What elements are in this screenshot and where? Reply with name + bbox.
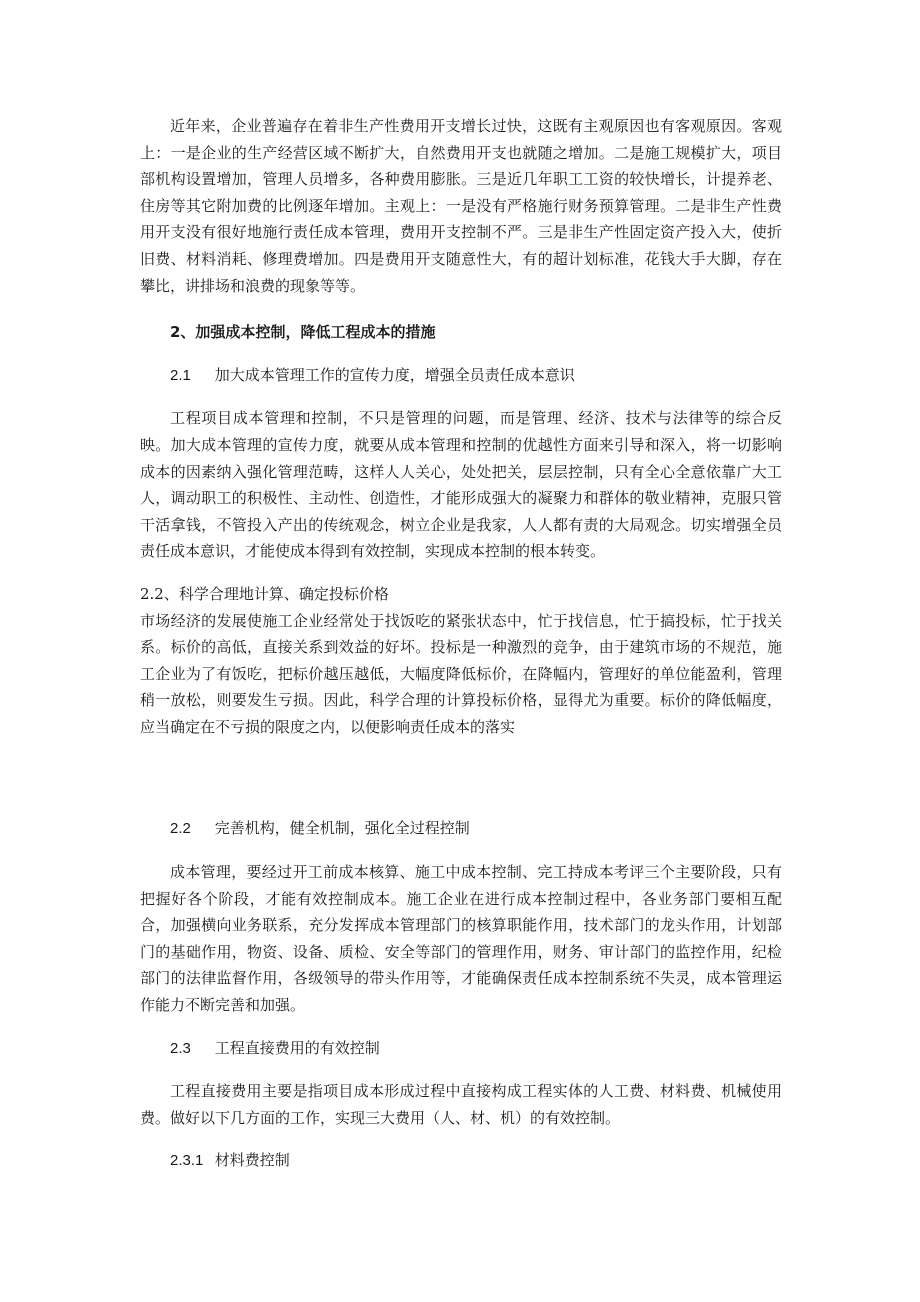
heading-section-2: 2、加强成本控制，降低工程成本的措施 xyxy=(170,323,436,342)
heading-section-2-3-1 xyxy=(140,1147,782,1175)
section-number: 2.2 xyxy=(170,820,191,838)
heading-section-2-2 xyxy=(140,815,782,843)
heading-section-2-2-bidding: 2.2、科学合理地计算、确定投标价格 xyxy=(140,584,389,603)
section-title: 完善机构，健全机制，强化全过程控制 xyxy=(214,819,470,838)
heading-section-2-3 xyxy=(140,1035,782,1063)
section-title: 材料费控制 xyxy=(214,1151,290,1170)
paragraph-bidding-price: 市场经济的发展使施工企业经常处于找饭吃的紧张状态中，忙于找信息，忙于搞投标，忙于找关系。标价的高低，直接关系到效益的好坏。投标是一种激烈的竞争，由于建筑市场的不规范，施工企业为了有饭吃，把标价越压越低，大幅度降低标价，在降幅内，管理好的单位能盈利，管理稍一放松，则要发生亏损。因此，科学合理的计算投标价格，显得尤为重要。标价的降低幅度，应当确定在不亏损的限度之内，以便影响责任成本的落实 xyxy=(140,611,782,736)
section-number: 2.3.1 xyxy=(170,1152,204,1170)
paragraph-non-productive-costs: 近年来，企业普遍存在着非生产性费用开支增长过快，这既有主观原因也有客观原因。客观上：一是企业的生产经营区域不断扩大，自然费用开支也就随之增加。二是施工规模扩大，项目部机构设置增加，管理人员增多，各种费用膨胀。三是近几年职工工资的较快增长，计提养老、住房等其它附加费的比例逐年增加。主观上：一是没有严格施行财务预算管理。二是非生产性费用开支没有很好地施行责任成本管理，费用开支控制不严。三是非生产性固定资产投入大，使折旧费、材料消耗、修理费增加。四是费用开支随意性大，有的超计划标准，花钱大手大脚，存在攀比，讲排场和浪费的现象等等。 xyxy=(140,117,782,295)
paragraph-direct-costs: 工程直接费用主要是指项目成本形成过程中直接构成工程实体的人工费、材料费、机械使用费。做好以下几方面的工作，实现三大费用（人、材、机）的有效控制。 xyxy=(140,1082,782,1127)
section-number: 2.1 xyxy=(170,366,191,384)
paragraph-process-control: 成本管理，要经过开工前成本核算、施工中成本控制、完工持成本考评三个主要阶段，只有把握好各个阶段，才能有效控制成本。施工企业在进行成本控制过程中，各业务部门要相互配合，加强横向业务联系，充分发挥成本管理部门的核算职能作用，技术部门的龙头作用，计划部门的基础作用，物资、设备、质检、安全等部门的管理作用，财务、审计部门的监控作用，纪检部门的法律监督作用，各级领导的带头作用等，才能确保责任成本控制系统不失灵，成本管理运作能力不断完善和加强。 xyxy=(140,863,782,1015)
section-title: 工程直接费用的有效控制 xyxy=(214,1038,380,1057)
section-title: 加大成本管理工作的宣传力度，增强全员责任成本意识 xyxy=(214,365,575,384)
paragraph-cost-awareness: 工程项目成本管理和控制，不只是管理的问题，而是管理、经济、技术与法律等的综合反映。加大成本管理的宣传力度，就要从成本管理和控制的优越性方面来引导和深入，将一切影响成本的因素纳入强化管理范畴，这样人人关心，处处把关，层层控制，只有全心全意依靠广大工人，调动职工的积极性、主动性、创造性，才能形成强大的凝聚力和群体的敬业精神，克服只管干活拿钱，不管投入产出的传统观念，树立企业是我家，人人都有责的大局观念。切实增强全员责任成本意识，才能使成本得到有效控制，实现成本控制的根本转变。 xyxy=(140,409,782,561)
document-page xyxy=(140,113,782,1175)
heading-section-2-1 xyxy=(140,362,782,390)
section-number: 2.3 xyxy=(170,1039,191,1057)
